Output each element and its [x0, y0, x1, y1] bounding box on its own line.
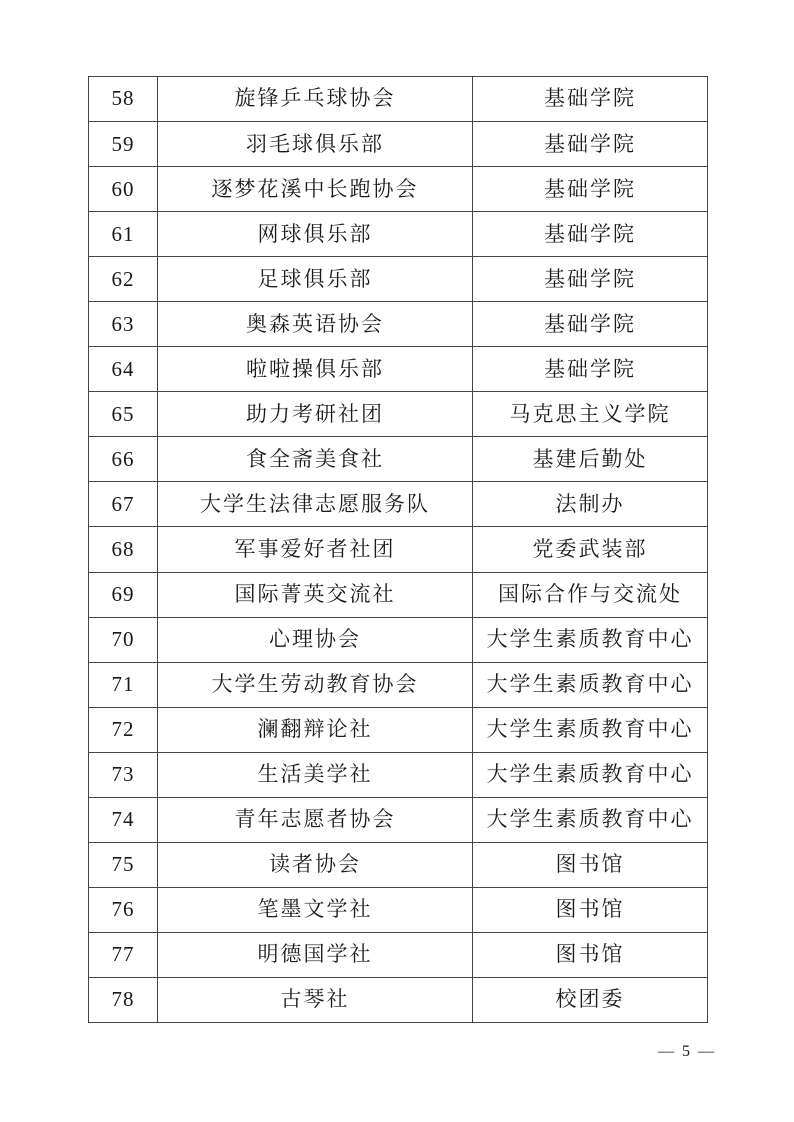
clubs-table-body	[89, 77, 708, 1023]
row-number-cell: 66	[89, 437, 158, 482]
row-number-cell: 77	[89, 932, 158, 977]
row-number-cell: 59	[89, 122, 158, 167]
club-name-cell: 啦啦操俱乐部	[158, 347, 473, 392]
table-row	[89, 392, 708, 437]
supervising-unit-cell: 基础学院	[473, 77, 708, 122]
supervising-unit-cell: 基础学院	[473, 302, 708, 347]
club-name-cell: 旋锋乒乓球协会	[158, 77, 473, 122]
row-number-cell: 75	[89, 842, 158, 887]
row-number-cell: 62	[89, 257, 158, 302]
table-row	[89, 797, 708, 842]
row-number-cell: 67	[89, 482, 158, 527]
club-name-cell: 国际菁英交流社	[158, 572, 473, 617]
club-name-cell: 助力考研社团	[158, 392, 473, 437]
supervising-unit-cell: 图书馆	[473, 887, 708, 932]
supervising-unit-cell: 党委武装部	[473, 527, 708, 572]
row-number-cell: 65	[89, 392, 158, 437]
table-row	[89, 842, 708, 887]
row-number-cell: 60	[89, 167, 158, 212]
club-name-cell: 笔墨文学社	[158, 887, 473, 932]
club-name-cell: 大学生劳动教育协会	[158, 662, 473, 707]
club-name-cell: 心理协会	[158, 617, 473, 662]
row-number-cell: 74	[89, 797, 158, 842]
page-number: — 5 —	[658, 1043, 716, 1060]
table-row	[89, 617, 708, 662]
table-row	[89, 482, 708, 527]
supervising-unit-cell: 马克思主义学院	[473, 392, 708, 437]
supervising-unit-cell: 图书馆	[473, 932, 708, 977]
table-row	[89, 572, 708, 617]
club-name-cell: 网球俱乐部	[158, 212, 473, 257]
row-number-cell: 68	[89, 527, 158, 572]
row-number-cell: 58	[89, 77, 158, 122]
supervising-unit-cell: 校团委	[473, 977, 708, 1022]
table-row	[89, 887, 708, 932]
supervising-unit-cell: 图书馆	[473, 842, 708, 887]
table-row	[89, 437, 708, 482]
supervising-unit-cell: 大学生素质教育中心	[473, 617, 708, 662]
club-name-cell: 羽毛球俱乐部	[158, 122, 473, 167]
supervising-unit-cell: 基础学院	[473, 122, 708, 167]
club-name-cell: 逐梦花溪中长跑协会	[158, 167, 473, 212]
row-number-cell: 69	[89, 572, 158, 617]
table-row	[89, 977, 708, 1022]
club-name-cell: 澜翻辩论社	[158, 707, 473, 752]
supervising-unit-cell: 基础学院	[473, 347, 708, 392]
supervising-unit-cell: 基础学院	[473, 257, 708, 302]
supervising-unit-cell: 大学生素质教育中心	[473, 797, 708, 842]
supervising-unit-cell: 大学生素质教育中心	[473, 707, 708, 752]
table-row	[89, 707, 708, 752]
row-number-cell: 71	[89, 662, 158, 707]
row-number-cell: 63	[89, 302, 158, 347]
row-number-cell: 61	[89, 212, 158, 257]
supervising-unit-cell: 基建后勤处	[473, 437, 708, 482]
club-name-cell: 明德国学社	[158, 932, 473, 977]
table-row	[89, 752, 708, 797]
club-name-cell: 古琴社	[158, 977, 473, 1022]
club-name-cell: 大学生法律志愿服务队	[158, 482, 473, 527]
table-row	[89, 77, 708, 122]
row-number-cell: 73	[89, 752, 158, 797]
row-number-cell: 72	[89, 707, 158, 752]
table-row	[89, 257, 708, 302]
row-number-cell: 78	[89, 977, 158, 1022]
table-row	[89, 122, 708, 167]
club-name-cell: 军事爱好者社团	[158, 527, 473, 572]
club-name-cell: 青年志愿者协会	[158, 797, 473, 842]
table-row	[89, 302, 708, 347]
table-row	[89, 167, 708, 212]
row-number-cell: 76	[89, 887, 158, 932]
row-number-cell: 64	[89, 347, 158, 392]
supervising-unit-cell: 基础学院	[473, 212, 708, 257]
table-row	[89, 347, 708, 392]
club-name-cell: 读者协会	[158, 842, 473, 887]
supervising-unit-cell: 大学生素质教育中心	[473, 662, 708, 707]
supervising-unit-cell: 大学生素质教育中心	[473, 752, 708, 797]
supervising-unit-cell: 法制办	[473, 482, 708, 527]
clubs-table	[88, 76, 708, 1023]
table-row	[89, 212, 708, 257]
club-name-cell: 奥森英语协会	[158, 302, 473, 347]
table-row	[89, 662, 708, 707]
supervising-unit-cell: 基础学院	[473, 167, 708, 212]
club-name-cell: 足球俱乐部	[158, 257, 473, 302]
table-row	[89, 932, 708, 977]
table-row	[89, 527, 708, 572]
club-name-cell: 食全斋美食社	[158, 437, 473, 482]
row-number-cell: 70	[89, 617, 158, 662]
club-name-cell: 生活美学社	[158, 752, 473, 797]
supervising-unit-cell: 国际合作与交流处	[473, 572, 708, 617]
